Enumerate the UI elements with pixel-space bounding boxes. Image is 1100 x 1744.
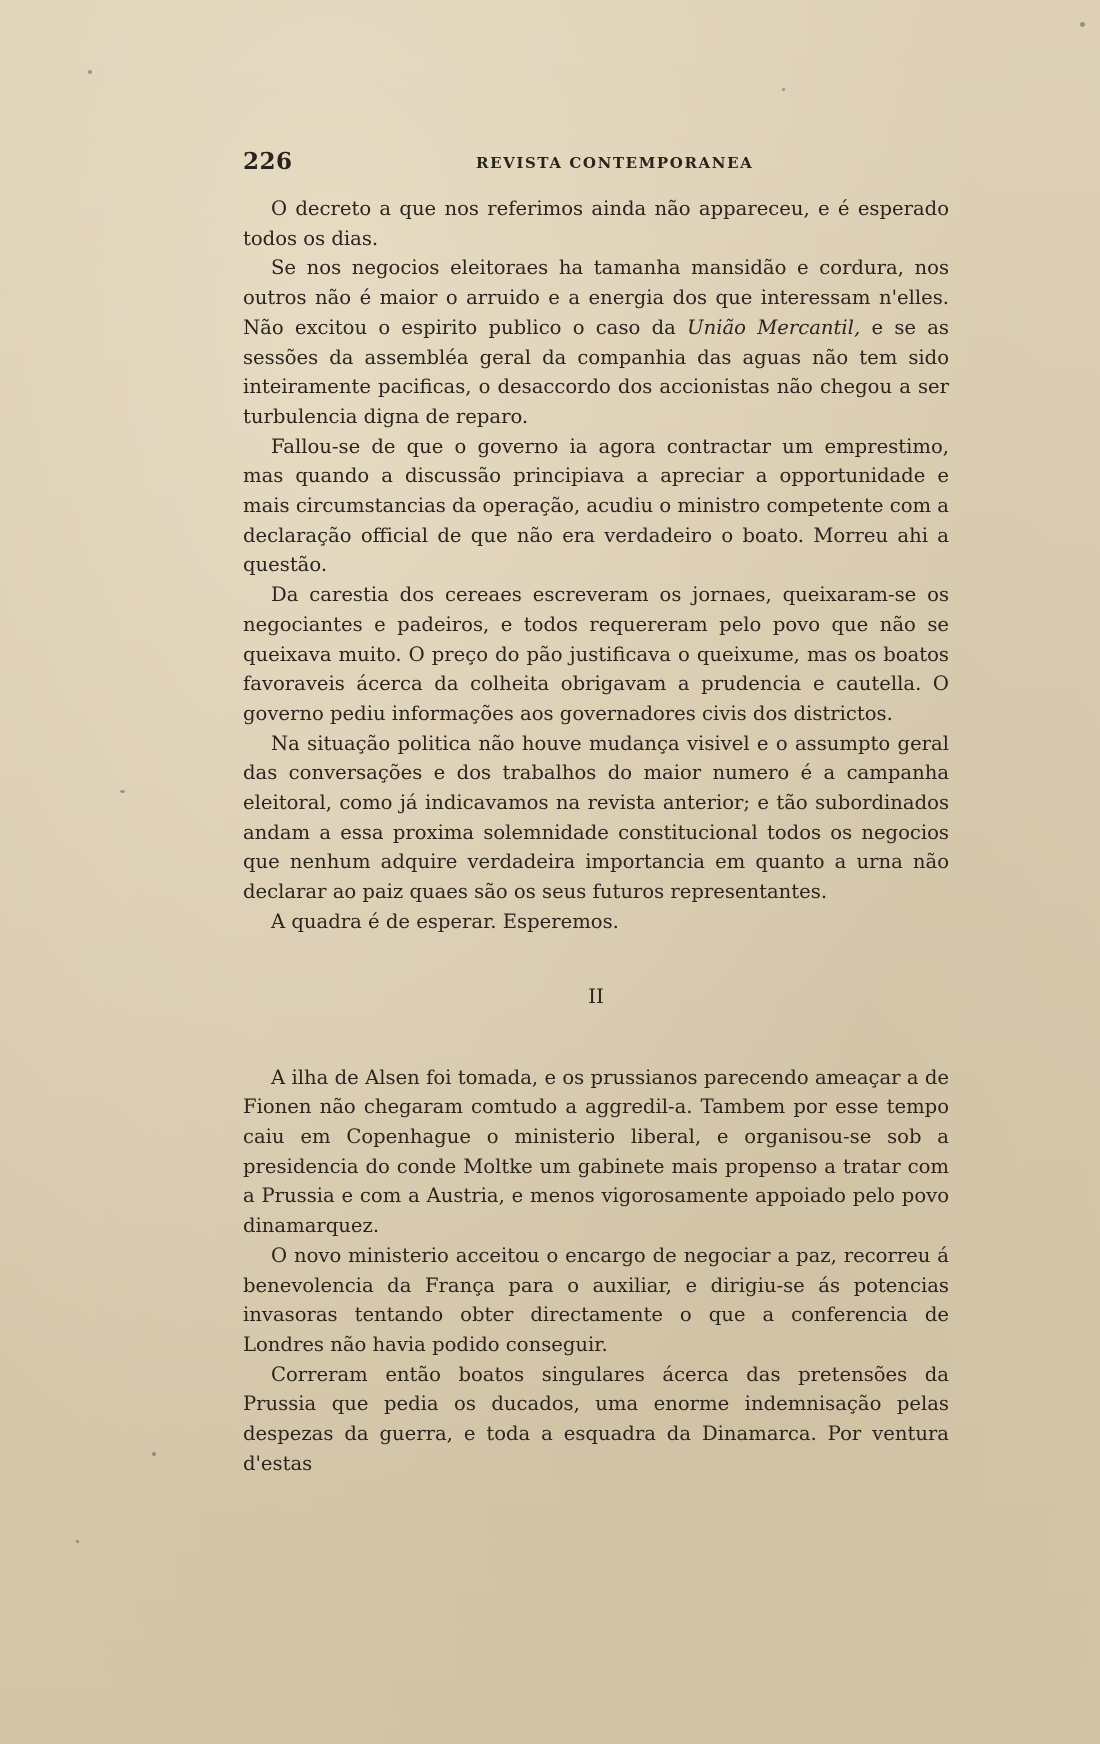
paragraph: O novo ministerio acceitou o encargo de negociar a paz, recorreu á benevolencia da França para o auxiliar, e dirigiu-se ás potencias invasoras tentando obter directamente o que a conferencia de Londres não havia podido conseguir. <box>243 1243 949 1356</box>
running-title: REVISTA CONTEMPORANEA <box>476 154 754 172</box>
section-heading: II <box>588 983 604 1008</box>
paper-speck <box>152 1452 156 1456</box>
paper-speck <box>76 1540 79 1543</box>
page-number: 226 <box>243 148 293 175</box>
paragraph-text: e se as sessões da assembléa geral da companhia das aguas não tem sido inteiramente pacificas, o desaccordo dos accionistas não chegou a ser turbulencia digna de reparo. <box>243 315 949 428</box>
paper-speck <box>120 790 125 793</box>
paper-speck <box>88 70 92 74</box>
paragraph: Correram então boatos singulares ácerca das pretensões da Prussia que pedia os ducados, uma enorme indemnisação pelas despezas da guerra, e toda a esquadra da Dinamarca. Por ventura d'estas <box>243 1362 949 1475</box>
paper-speck <box>1080 22 1085 27</box>
italic-company-name: União Mercantil, <box>687 315 861 339</box>
paragraph: Na situação politica não houve mudança visivel e o assumpto geral das conversações e dos trabalhos do maior numero é a campanha eleitoral, como já indicavamos na revista anterior; e tão subordinados andam a essa proxima solemnidade constitucional todos os negocios que nenhum adquire verdadeira importancia em quanto a urna não declarar ao paiz quaes são os seus futuros representantes. <box>243 731 949 904</box>
paragraph: A quadra é de esperar. Esperemos. <box>271 909 619 933</box>
page-body <box>243 194 949 1478</box>
paragraph-text: Se nos negocios eleitoraes ha tamanha mansidão e cordura, nos outros não é maior o arruido e a energia dos que interessam n'elles. Não excitou o espirito publico o caso da <box>243 256 949 339</box>
paper-speck <box>782 88 785 91</box>
paragraph: Fallou-se de que o governo ia agora contractar um emprestimo, mas quando a discussão principiava a apreciar a opportunidade e mais circumstancias da operação, acudiu o ministro competente com a declaração official de que não era verdadeiro o boato. Morreu ahi a questão. <box>243 434 949 577</box>
paragraph <box>243 253 949 431</box>
page-header <box>243 148 949 178</box>
paragraph: A ilha de Alsen foi tomada, e os prussianos parecendo ameaçar a de Fionen não chegaram comtudo a aggredil-a. Tambem por esse tempo caiu em Copenhague o ministerio liberal, e organisou-se sob a presidencia do conde Moltke um gabinete mais propenso a tratar com a Prussia e com a Austria, e menos vigorosamente appoiado pelo povo dinamarquez. <box>243 1065 949 1238</box>
paragraph: Da carestia dos cereaes escreveram os jornaes, queixaram-se os negociantes e padeiros, e todos requereram pelo povo que não se queixava muito. O preço do pão justificava o queixume, mas os boatos favoraveis ácerca da colheita obrigavam a prudencia e cautella. O governo pediu informações aos governadores civis dos districtos. <box>243 583 949 725</box>
paragraph: O decreto a que nos referimos ainda não appareceu, e é esperado todos os dias. <box>243 197 949 250</box>
